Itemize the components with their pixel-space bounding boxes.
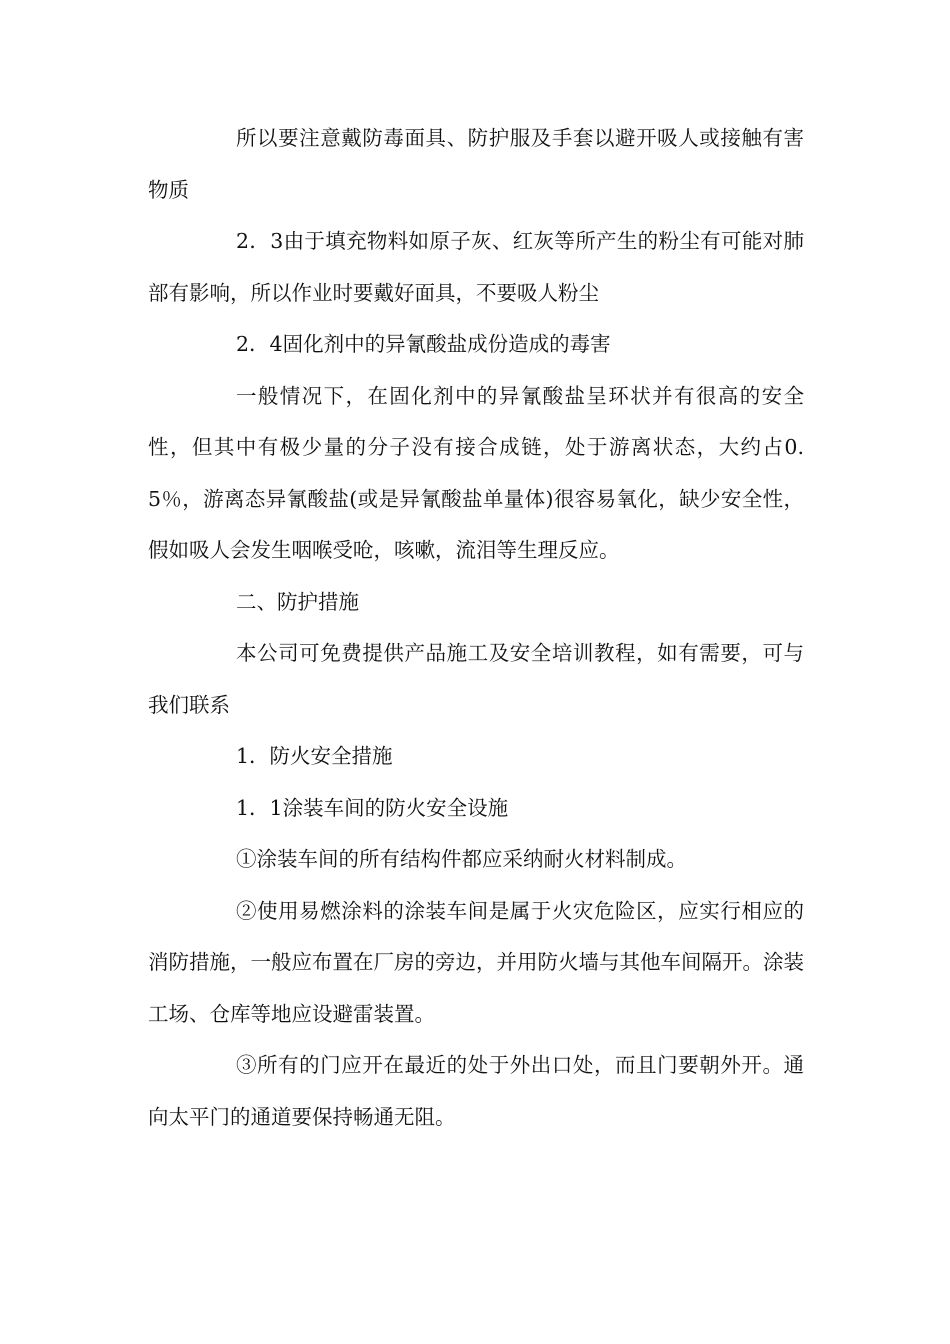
section-heading-protection-measures: 二、防护措施 — [236, 589, 359, 614]
list-item-2: ②使用易燃涂料的涂装车间是属于火灾危险区，应实行相应的消防措施，一般应布置在厂房的旁边，并用防火墙与其他车间隔开。涂装工场、仓库等地应设避雷装置。 — [148, 898, 804, 1026]
paragraph-protective-gear: 所以要注意戴防毒面具、防护服及手套以避开吸人或接触有害物质 — [148, 126, 804, 202]
paragraph-isocyanate: 一般情况下，在固化剂中的异氰酸盐呈环状并有很高的安全性，但其中有极少量的分子没有接合成链，处于游离状态，大约占0.5％，游离态异氰酸盐(或是异氰酸盐单量体)很容易氧化，缺少安全性，假如吸人会发生咽喉受呛，咳嗽，流泪等生理反应。 — [148, 383, 804, 562]
paragraph-2-4-heading: 2．4固化剂中的异氰酸盐成份造成的毒害 — [236, 332, 611, 356]
list-item-1: ①涂装车间的所有结构件都应采纳耐火材料制成。 — [236, 847, 687, 871]
paragraph-training-offer: 本公司可免费提供产品施工及安全培训教程，如有需要，可与我们联系 — [148, 641, 804, 717]
document-body — [148, 113, 804, 1143]
list-item-3: ③所有的门应开在最近的处于外出口处，而且门要朝外开。通向太平门的通道要保持畅通无阻。 — [148, 1053, 804, 1129]
subheading-fire-safety: 1．防火安全措施 — [236, 744, 393, 768]
subheading-1-1-facilities: 1．1涂装车间的防火安全设施 — [236, 795, 509, 820]
paragraph-2-3-dust: 2．3由于填充物料如原子灰、红灰等所产生的粉尘有可能对肺部有影响，所以作业时要戴好面具，不要吸人粉尘 — [148, 229, 804, 305]
